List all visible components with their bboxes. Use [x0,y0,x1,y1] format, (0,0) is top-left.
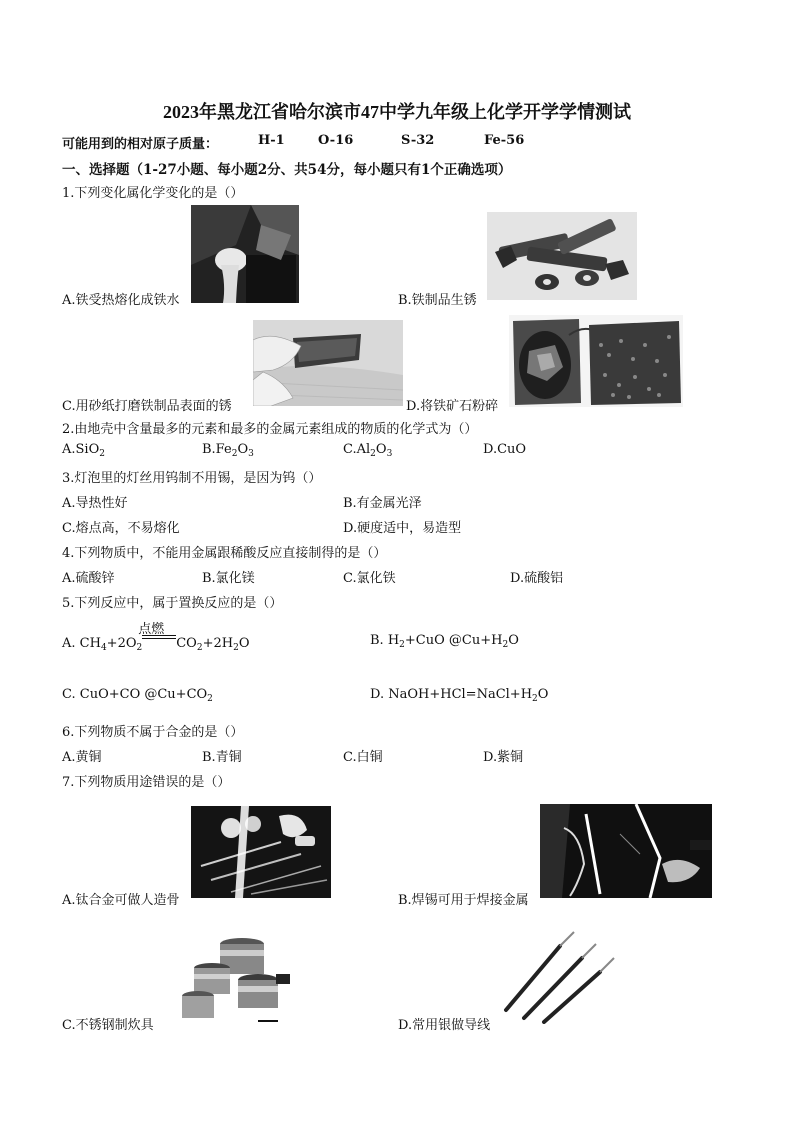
q6-stem: 6.下列物质不属于合金的是（） [62,725,244,740]
page-title: 2023年黑龙江省哈尔滨市47中学九年级上化学开学学情测试 [163,102,631,122]
cookware-photo [158,930,290,1026]
q4-option-c: C.氯化铁 [343,571,396,586]
q4-stem: 4.下列物质中，不能用金属跟稀酸反应直接制得的是（） [62,546,387,561]
q3-stem: 3.灯泡里的灯丝用钨制不用锡，是因为钨（） [62,471,322,486]
q7-option-c: C.不锈钢制炊具 [62,1018,154,1033]
reaction-condition: 点燃 [142,633,176,647]
q1-option-c: C.用砂纸打磨铁制品表面的锈 [62,399,232,414]
molten-iron-photo [191,205,299,303]
rusty-bolts-photo [487,212,637,300]
q6-option-a: A.黄铜 [62,750,102,765]
atomic-mass-h: H-1 [258,133,285,148]
q2-option-b: $B.Fe_2O_3$ [202,442,254,459]
q6-option-c: C.白铜 [343,750,383,765]
iron-ore-photo [509,315,683,407]
q3-option-b: B.有金属光泽 [343,496,422,511]
q2-option-a: A.SiO$_2$ [62,442,105,459]
sanding-photo [253,320,403,406]
q2-option-d: D.CuO [483,442,527,457]
q2-stem: 2.由地壳中含量最多的元素和最多的金属元素组成的物质的化学式为（） [62,422,478,437]
atomic-mass-label: 可能用到的相对原子质量： [62,137,219,152]
q7-option-d: D.常用银做导线 [398,1018,491,1033]
q3-option-c: C.熔点高，不易熔化 [62,521,180,536]
q1-option-b: B.铁制品生锈 [398,293,477,308]
q2-option-c: $C.Al_2O_3$ [343,442,393,459]
soldering-photo [540,804,712,898]
q5-option-d: D. $NaOH+HCl=NaCl+H_2O$ [370,687,549,704]
q5-stem: 5.下列反应中，属于置换反应的是（） [62,596,283,611]
q5-option-c: C. CuO+CO $@Cu+CO_2$ [62,687,213,704]
q1-stem: 1.下列变化属化学变化的是（） [62,186,244,201]
atomic-mass-fe: Fe-56 [484,133,525,148]
q3-option-d: D.硬度适中，易造型 [343,521,462,536]
atomic-mass-o: O-16 [318,133,354,148]
q5-option-a: A. $CH_4+2O_2$ 点燃 $CO_2+2H_2O$ [62,622,250,653]
q6-option-b: B.青铜 [202,750,242,765]
q7-stem: 7.下列物质用途错误的是（） [62,775,231,790]
q3-option-a: A.导热性好 [62,496,128,511]
atomic-mass-s: S-32 [401,133,435,148]
q1-option-d: D.将铁矿石粉碎 [406,399,499,414]
wires-photo [500,928,616,1024]
q6-option-d: D.紫铜 [483,750,524,765]
q4-option-a: A.硫酸锌 [62,571,115,586]
section-heading: 一、选择题（1-27小题、每小题2分、共54分，每小题只有1个正确选项） [62,162,512,178]
q7-option-b: B.焊锡可用于焊接金属 [398,893,529,908]
q4-option-b: B.氯化镁 [202,571,255,586]
q5-option-b: B. $H_2+CuO$ $@Cu+H_2O$ [370,633,519,650]
q4-option-d: D.硫酸铝 [510,571,564,586]
titanium-bone-photo [191,806,331,898]
q7-option-a: A.钛合金可做人造骨 [62,893,180,908]
q1-option-a: A.铁受热熔化成铁水 [62,293,180,308]
